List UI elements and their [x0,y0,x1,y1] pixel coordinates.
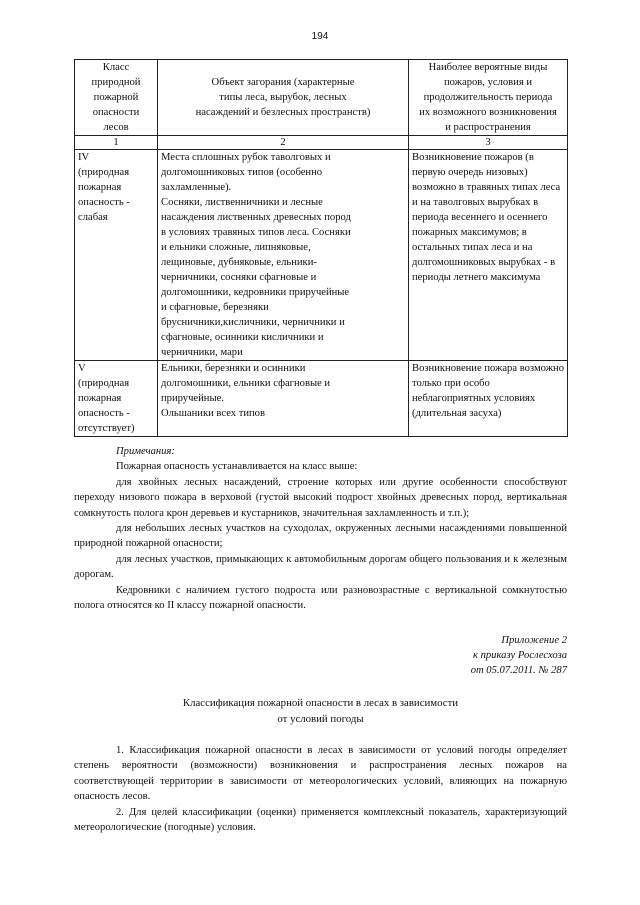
appendix-line: к приказу Рослесхоза [472,650,567,661]
row-fires-text: Возникновение пожара возможно только при особо неблагоприятных условиях (длительная засуха) [412,363,564,419]
section-title-line: Классификация пожарной опасности в лесах в зависимости [182,697,459,709]
table-row [75,150,568,361]
header-object-text: Объект загорания (характерные типы леса, вырубок, лесных насаждений и безлесных пространств) [195,77,371,118]
table-header-row [75,60,568,136]
page-number: 194 [311,31,329,42]
header-fires-text: Наиболее вероятные виды пожаров, условия и продолжительность периода их возможного возникновения и распространения [419,62,557,133]
notes-paragraph: Пожарная опасность устанавливается на класс выше: [116,461,358,473]
appendix-line: от 05.07.2011. № 287 [470,665,567,676]
row-objects-cell [158,361,409,437]
appendix-reference [471,633,567,678]
header-class-text: Класс природной пожарной опасности лесов [91,62,141,133]
notes-paragraph: для хвойных лесных насаждений, строение которых или другие особенности способствуют переходу низового пожара в верховой (густой высокий подрост хвойных древесных пород, вертикальная сомкнутость полога крон деревьев и кустарников, значительная захламленность и т.п.); [74,476,567,519]
notes-section [74,444,567,613]
row-class-cell [75,150,158,361]
section-body [74,743,567,835]
section-paragraph: 1. Классификация пожарной опасности в лесах в зависимости от условий погоды определяет степень вероятности (возможности) возникновения и распространения лесных пожаров на соответствующей территории в зависимости от метеорологических условий, влияющих на пожарную опасность лесов. [74,745,567,803]
notes-paragraph: Кедровники с наличием густого подроста или разновозрастные с вертикальной сомкнутостью полога относятся ко II классу пожарной опасности. [74,584,567,612]
table-row [75,361,568,437]
column-number-row [75,136,568,150]
row-fires-cell [409,150,568,361]
row-class-text: V (природная пожарная опасность - отсутствует) [78,363,135,434]
column-number: 2 [158,136,409,150]
fire-class-table [74,59,568,437]
section-title-line: от условий погоды [277,713,364,725]
row-fires-cell [409,361,568,437]
notes-paragraph: для небольших лесных участков на суходолах, окруженных лесными насаждениями повышенной природной пожарной опасности; [74,523,567,550]
section-title [74,695,567,727]
row-class-text: IV (природная пожарная опасность - слабая [78,152,130,223]
row-objects-text: Места сплошных рубок таволговых и долгомошниковых типов (особенно захламленные). Сосняки, лиственничники и лесные насаждения лиственных древесных пород в условиях травяных типов леса. Сосняки и ельники сложные, липняковые, лещиновые, дубняковые, ельники- черничники, сосняки сфагновые и долгомошники, кедровники приручейные и сфагновые, березняки брусничники,кисличники, черничники и сфагновые, осинники кисличники и черничники, мари [161,152,351,358]
row-objects-cell [158,150,409,361]
column-number: 3 [409,136,568,150]
column-number: 1 [75,136,158,150]
notes-paragraph: для лесных участков, примыкающих к автомобильным дорогам общего пользования и к железным дорогам. [74,553,567,581]
notes-title: Примечания: [116,446,175,457]
section-paragraph: 2. Для целей классификации (оценки) применяется комплексный показатель, характеризующий метеорологические (погодные) условия. [74,806,567,834]
row-fires-text: Возникновение пожаров (в первую очередь низовых) возможно в травяных типах леса и на таволговых вырубках в периода весеннего и осеннего пожарных максимумов; в остальных типах леса и на долгомошниковых вырубках - в периоды летнего максимума [412,152,561,283]
appendix-line: Приложение 2 [501,635,567,646]
row-class-cell [75,361,158,437]
header-class [75,60,158,136]
row-objects-text: Ельники, березняки и осинники долгомошники, ельники сфагновые и приручейные. Ольшаники всех типов [161,363,331,419]
header-fires [409,60,568,136]
header-object [158,60,409,136]
